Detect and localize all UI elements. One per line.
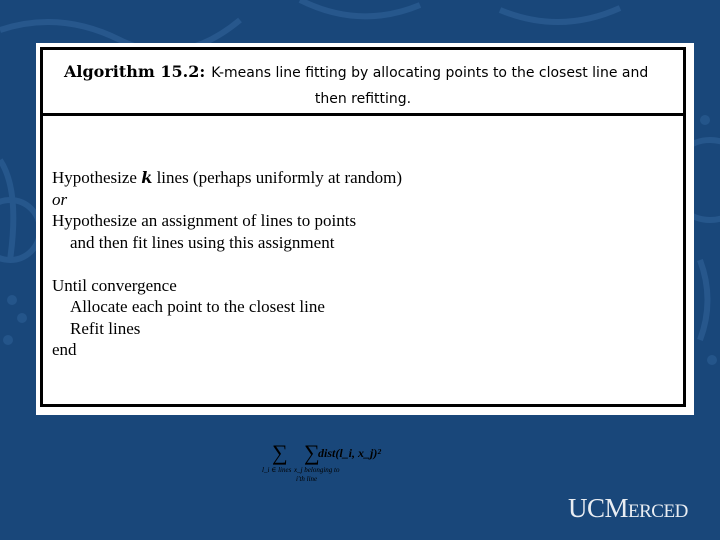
body-line-end: end xyxy=(52,340,77,359)
body-spacer xyxy=(52,253,402,275)
body-line-allocate: Allocate each point to the closest line xyxy=(70,297,325,316)
body-line-hypothesize-k xyxy=(52,167,402,189)
body-line-or: or xyxy=(52,189,68,209)
logo-merced: Merced xyxy=(604,493,688,523)
inner-sum-symbol: ∑ xyxy=(304,440,320,465)
inner-sum-subscript-2: i'th line xyxy=(296,475,318,483)
body-line-until: Until convergence xyxy=(52,275,177,295)
algorithm-caption-line1: K-means line fitting by allocating points to the closest line and xyxy=(211,65,649,81)
distance-expression: dist(l_i, x_j)² xyxy=(318,446,381,460)
body-line-hypothesize-assignment: Hypothesize an assignment of lines to points xyxy=(52,211,357,230)
body-text: Hypothesize xyxy=(52,168,142,187)
body-line-fit-lines: and then fit lines using this assignment xyxy=(70,232,335,252)
algorithm-header xyxy=(43,50,683,116)
algorithm-body xyxy=(52,167,402,361)
algorithm-label: Algorithm 15.2: xyxy=(64,62,206,81)
algorithm-title xyxy=(64,62,648,82)
algorithm-caption-line2: then refitting. xyxy=(314,91,412,107)
outer-sum-symbol: ∑ xyxy=(272,440,288,465)
objective-formula xyxy=(258,440,398,490)
logo-uc: UC xyxy=(568,493,605,523)
outer-sum-subscript: l_i ∈ lines xyxy=(262,466,292,474)
body-text: lines (perhaps uniformly at random) xyxy=(152,168,403,187)
inner-sum-subscript-1: x_j belonging to xyxy=(294,466,340,474)
body-line-refit: Refit lines xyxy=(70,318,141,338)
ucmerced-logo xyxy=(568,493,688,524)
variable-k: k xyxy=(141,168,153,187)
